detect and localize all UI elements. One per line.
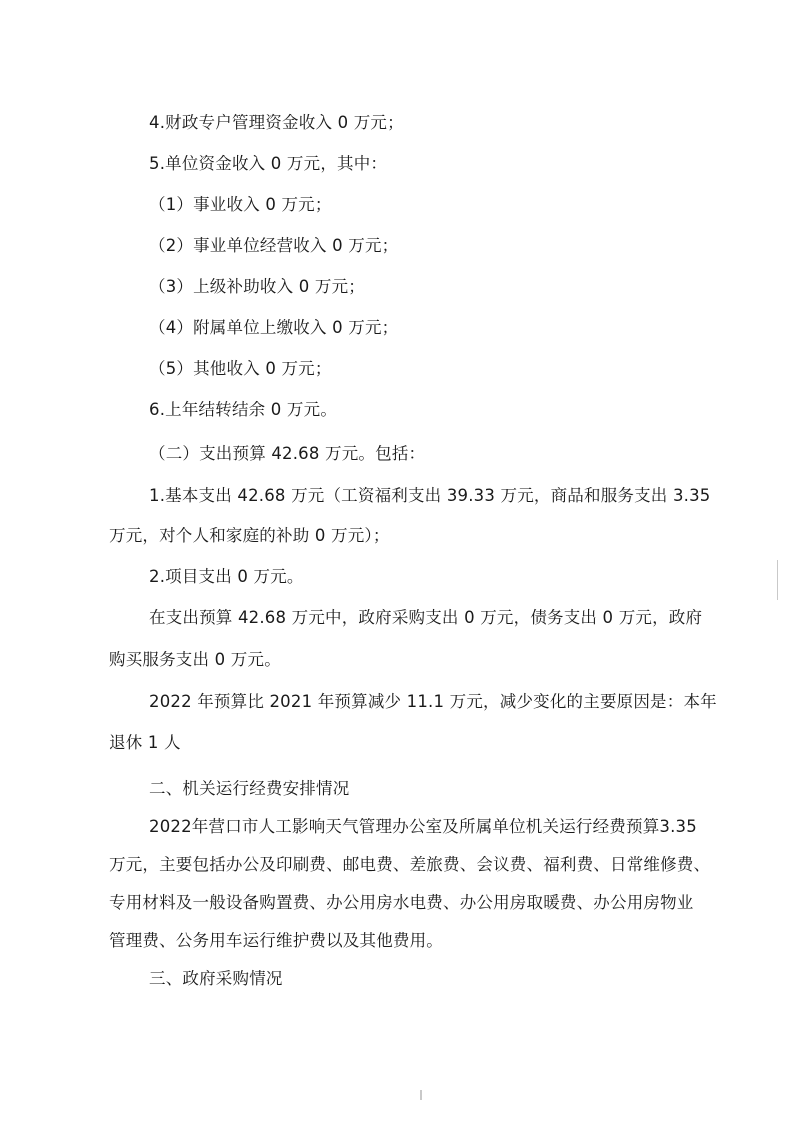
text-line: （1）事业收入 0 万元； <box>149 195 332 214</box>
text-line: 万元，对个人和家庭的补助 0 万元）； <box>109 526 390 545</box>
section-heading: 二、机关运行经费安排情况 <box>149 779 350 798</box>
text-line: （5）其他收入 0 万元； <box>149 359 332 378</box>
text-line: 在支出预算 42.68 万元中，政府采购支出 0 万元，债务支出 0 万元，政府 <box>149 608 703 627</box>
text-line: 专用材料及一般设备购置费、办公用房水电费、办公用房取暖费、办公用房物业 <box>109 893 694 912</box>
text-line: 1.基本支出 42.68 万元（工资福利支出 39.33 万元，商品和服务支出 3.35 <box>149 486 711 505</box>
text-line: 退休 1 人 <box>109 733 181 752</box>
scan-artifact <box>420 1090 422 1100</box>
text-line: （3）上级补助收入 0 万元； <box>149 277 365 296</box>
text-line: （4）附属单位上缴收入 0 万元； <box>149 318 399 337</box>
text-line: 5.单位资金收入 0 万元，其中： <box>149 154 388 173</box>
text-line: （2）事业单位经营收入 0 万元； <box>149 236 399 255</box>
text-line: （二）支出预算 42.68 万元。包括： <box>149 444 426 463</box>
text-line: 6.上年结转结余 0 万元。 <box>149 400 338 419</box>
section-heading: 三、政府采购情况 <box>149 969 283 988</box>
text-line: 购买服务支出 0 万元。 <box>109 650 281 669</box>
text-line: 管理费、公务用车运行维护费以及其他费用。 <box>109 931 443 950</box>
text-line: 2022年营口市人工影响天气管理办公室及所属单位机关运行经费预算3.35 <box>149 817 697 836</box>
text-line: 2022 年预算比 2021 年预算减少 11.1 万元，减少变化的主要原因是：本年 <box>149 692 717 711</box>
text-line: 4.财政专户管理资金收入 0 万元； <box>149 113 404 132</box>
scan-artifact <box>777 560 778 600</box>
text-line: 万元，主要包括办公及印刷费、邮电费、差旅费、会议费、福利费、日常维修费、 <box>109 855 711 874</box>
text-line: 2.项目支出 0 万元。 <box>149 567 304 586</box>
